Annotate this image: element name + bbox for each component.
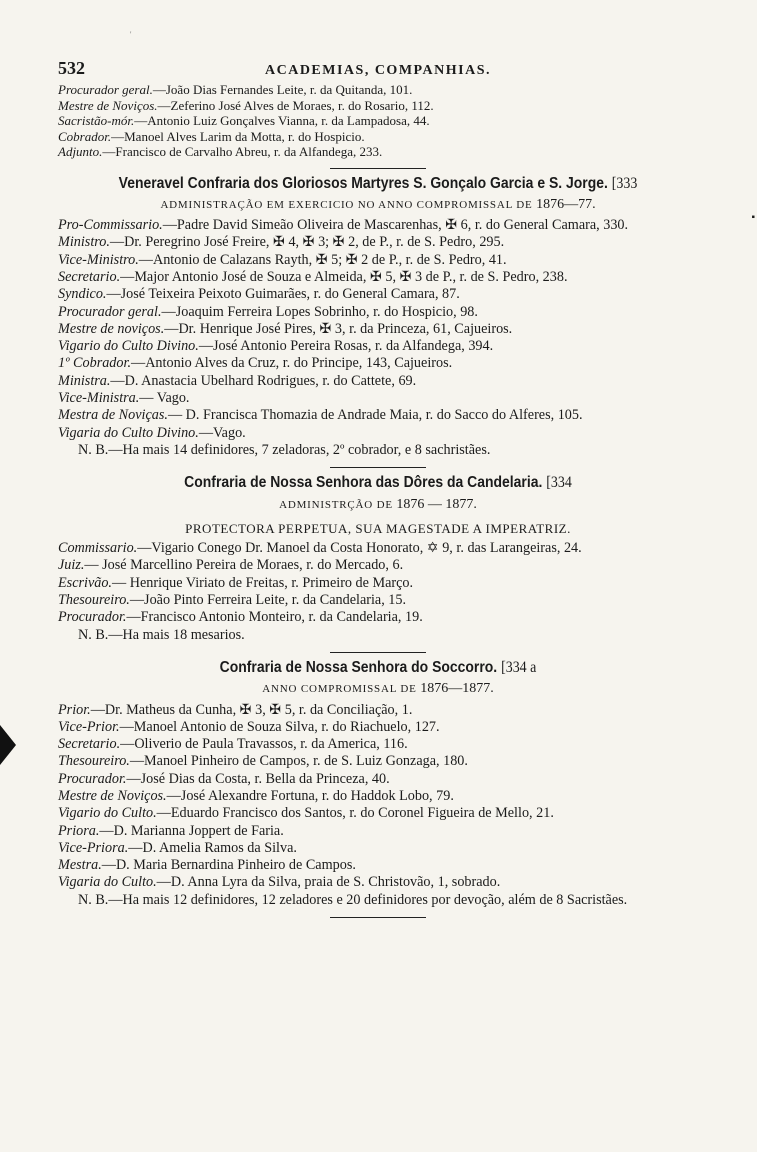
list-item: Vigario do Culto.—Eduardo Francisco dos Santos, r. do Coronel Figueira de Mello, 21.	[58, 805, 554, 822]
section-title: Confraria de Nossa Senhora das Dôres da Candelaria. [334	[184, 474, 572, 492]
protector-line: PROTECTORA PERPETUA, SUA MAGESTADE A IMPERATRIZ.	[185, 520, 571, 536]
list-item: Secretario.—Major Antonio José de Souza e Almeida, ✠ 5, ✠ 3 de P., r. de S. Pedro, 238.	[58, 268, 568, 285]
page-header	[58, 60, 698, 82]
page-edge-mark	[0, 720, 20, 770]
running-title: ACADEMIAS, COMPANHIAS.	[264, 63, 492, 78]
divider	[330, 467, 426, 468]
list-item: Vigaria do Culto.—D. Anna Lyra da Silva, praia de S. Christovão, 1, sobrado.	[58, 874, 501, 891]
list-item: Mestre de Noviços.—José Alexandre Fortuna, r. do Haddok Lobo, 79.	[58, 788, 454, 804]
page-number: 532	[58, 58, 85, 78]
divider	[330, 917, 426, 918]
list-item: Ministra.—D. Anastacia Ubelhard Rodrigues, r. do Cattete, 69.	[58, 372, 417, 389]
divider	[330, 652, 426, 653]
note: N. B.—Ha mais 14 definidores, 7 zeladoras, 2º cobrador, e 8 sachristães.	[78, 441, 491, 458]
section1-entries	[58, 217, 698, 459]
list-item: Vigaria do Culto Divino.—Vago.	[58, 424, 246, 441]
note: N. B.—Ha mais 18 mesarios.	[78, 626, 245, 643]
list-item: Secretario.—Oliverio de Paula Travassos, r. da America, 116.	[58, 736, 408, 753]
list-item: Mestra.—D. Maria Bernardina Pinheiro de Campos.	[58, 857, 356, 874]
list-item: Juiz.— José Marcellino Pereira de Moraes, r. do Mercado, 6.	[58, 557, 404, 574]
list-item: Commissario.—Vigario Conego Dr. Manoel da Costa Honorato, ✡ 9, r. das Larangeiras, 24.	[58, 540, 582, 557]
list-item: Vice-Ministra.— Vago.	[58, 390, 190, 407]
list-item: Prior.—Dr. Matheus da Cunha, ✠ 3, ✠ 5, r. da Conciliação, 1.	[58, 701, 413, 718]
margin-mark: ▪	[751, 212, 755, 223]
list-item: Procurador geral.—Joaquim Ferreira Lopes Sobrinho, r. do Hospicio, 98.	[58, 303, 478, 320]
section3-entries	[58, 702, 698, 910]
list-item: Vice-Ministro.—Antonio de Calazans Rayth, ✠ 5; ✠ 2 de P., r. de S. Pedro, 41.	[58, 251, 507, 268]
list-item: Vice-Prior.—Manoel Antonio de Souza Silva, r. do Riachuelo, 127.	[58, 718, 440, 735]
scan-speck: '	[130, 30, 132, 39]
note: N. B.—Ha mais 12 definidores, 12 zeladores e 20 definidores por devoção, além de 8 Sacristães.	[78, 891, 628, 908]
section-title: Confraria de Nossa Senhora do Soccorro. [334 a	[219, 658, 537, 676]
list-item: Priora.—D. Marianna Joppert de Faria.	[58, 822, 284, 839]
list-item: Mestre de Noviços.—Zeferino José Alves de Moraes, r. do Rosario, 112.	[58, 97, 434, 113]
list-item: Vice-Priora.—D. Amelia Ramos da Silva.	[58, 839, 297, 856]
section2-entries	[58, 540, 698, 644]
list-item: Sacristão-mór.—Antonio Luiz Gonçalves Vianna, r. da Lampadosa, 44.	[58, 113, 430, 128]
document-page	[58, 60, 698, 924]
section-title: Veneravel Confraria dos Gloriosos Martyres S. Gonçalo Garcia e S. Jorge. [333	[118, 174, 638, 192]
list-item: Mestre de noviços.—Dr. Henrique José Pires, ✠ 3, r. da Princeza, 61, Cajueiros.	[58, 320, 513, 337]
list-item: Thesoureiro.—João Pinto Ferreira Leite, r. da Candelaria, 15.	[58, 592, 407, 609]
list-item: Cobrador.—Manoel Alves Larim da Motta, r. do Hospicio.	[58, 128, 365, 144]
list-item: Procurador geral.—João Dias Fernandes Leite, r. da Quitanda, 101.	[58, 82, 413, 97]
divider	[330, 168, 426, 169]
list-item: Syndico.—José Teixeira Peixoto Guimarães, r. do General Camara, 87.	[58, 286, 460, 303]
list-item: Pro-Commissario.—Padre David Simeão Oliveira de Mascarenhas, ✠ 6, r. do General Camara, 330.	[58, 217, 629, 234]
list-item: Thesoureiro.—Manoel Pinheiro de Campos, r. de S. Luiz Gonzaga, 180.	[58, 753, 468, 770]
list-item: Procurador.—José Dias da Costa, r. Bella da Princeza, 40.	[58, 770, 390, 787]
list-item: Mestra de Noviças.— D. Francisca Thomazia de Andrade Maia, r. do Sacco do Alferes, 105.	[58, 407, 583, 424]
section-subtitle: ADMINISTRAÇÃO EM EXERCICIO NO ANNO COMPROMISSAL DE 1876—77.	[160, 196, 596, 212]
list-item: Ministro.—Dr. Peregrino José Freire, ✠ 4, ✠ 3; ✠ 2, de P., r. de S. Pedro, 295.	[58, 234, 505, 251]
section-subtitle: ANNO COMPROMISSAL DE 1876—1877.	[262, 681, 494, 697]
list-item: 1º Cobrador.—Antonio Alves da Cruz, r. do Principe, 143, Cajueiros.	[58, 355, 453, 372]
list-item: Procurador.—Francisco Antonio Monteiro, r. da Candelaria, 19.	[58, 609, 423, 626]
list-item: Escrivão.— Henrique Viriato de Freitas, r. Primeiro de Março.	[58, 574, 414, 591]
list-item: Adjunto.—Francisco de Carvalho Abreu, r. da Alfandega, 233.	[58, 144, 383, 159]
top-entries	[58, 82, 698, 160]
section-subtitle: ADMINISTRÇÃO DE 1876 — 1877.	[279, 496, 477, 512]
list-item: Vigario do Culto Divino.—José Antonio Pereira Rosas, r. da Alfandega, 394.	[58, 338, 494, 355]
